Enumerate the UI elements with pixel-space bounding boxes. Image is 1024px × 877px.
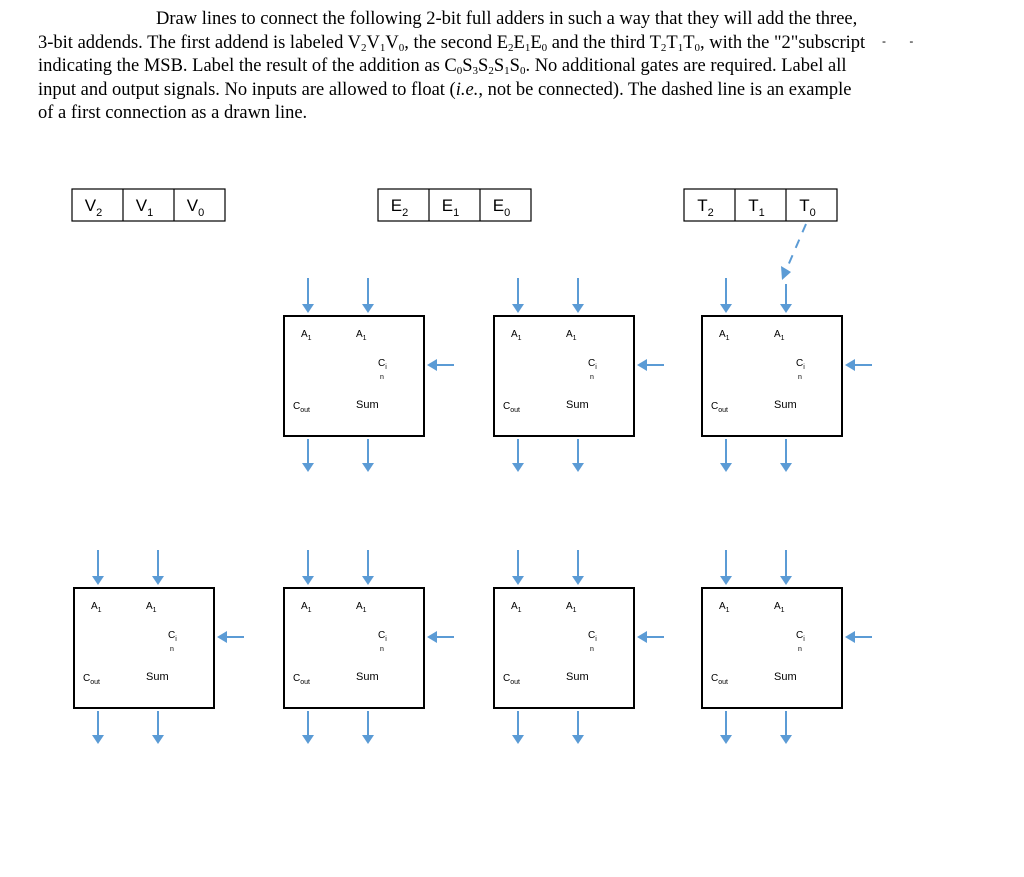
- arrow-head: [427, 359, 437, 371]
- carry-in-label: $C_i$: [796, 358, 805, 372]
- sum-label: Sum: [774, 399, 797, 411]
- instruction-text: T: [683, 32, 695, 53]
- arrow-head: [780, 735, 792, 744]
- subscript-text: 1: [504, 65, 510, 77]
- subscript-text: 1: [677, 41, 684, 54]
- full-adder-2: [494, 316, 634, 436]
- input-arrow-b: [780, 284, 792, 313]
- arrow-head: [302, 304, 314, 313]
- input-arrow-a: [720, 550, 732, 585]
- subscript-text: 1: [524, 41, 531, 54]
- input-a-label: $A_1$: [511, 601, 522, 615]
- arrow-head: [302, 463, 314, 472]
- subscript-text: 0: [541, 41, 548, 54]
- carry-out-arrow: [720, 711, 732, 744]
- dashed-example-connection: [781, 224, 806, 280]
- input-a-label: $A_1$: [774, 601, 785, 615]
- carry-out-arrow: [302, 439, 314, 472]
- sum-arrow: [362, 439, 374, 472]
- arrow-head: [92, 735, 104, 744]
- carry-in-label: $C_i$: [378, 630, 387, 644]
- input-arrow-a: [92, 550, 104, 585]
- input-arrow-a: [512, 550, 524, 585]
- arrow-head: [572, 304, 584, 313]
- carry-in-label: $C_i$: [378, 358, 387, 372]
- carry-out-arrow: [92, 711, 104, 744]
- instruction-text: V: [385, 32, 399, 53]
- instruction-text: E: [530, 32, 542, 53]
- carry-in-arrow: [845, 359, 872, 371]
- subscript-text: 3: [472, 65, 479, 77]
- sum-arrow: [572, 439, 584, 472]
- instruction-text: S: [462, 56, 473, 76]
- dashed-arrow-head: [781, 266, 791, 280]
- arrow-head: [427, 631, 437, 643]
- addend-cell-e1: $E_1$: [441, 196, 460, 219]
- input-arrow-a: [302, 550, 314, 585]
- arrow-head: [362, 304, 374, 313]
- carry-out-label: $C_{out}$: [503, 401, 520, 415]
- carry-in-label-tail: n: [170, 646, 174, 653]
- arrow-head: [572, 576, 584, 585]
- subscript-text: 0: [694, 41, 701, 54]
- instruction-text: , the second E: [404, 32, 509, 53]
- carry-in-arrow: [845, 631, 872, 643]
- sum-label: Sum: [566, 671, 589, 683]
- instruction-text: T: [666, 32, 678, 53]
- input-a-label: $A_1$: [301, 601, 312, 615]
- subscript-text: 2: [660, 41, 667, 54]
- addend-box-v: [72, 189, 225, 221]
- addend-cell-e2: $E_2$: [390, 196, 409, 219]
- input-a-label: $A_1$: [566, 601, 577, 615]
- arrow-head: [720, 576, 732, 585]
- subscript-text: 2: [361, 41, 367, 54]
- input-a-label: $A_1$: [719, 601, 730, 615]
- arrow-head: [512, 576, 524, 585]
- dashed-line: [787, 224, 806, 268]
- carry-in-arrow: [427, 631, 454, 643]
- input-arrow-a: [720, 278, 732, 313]
- addend-box-e: [378, 189, 531, 221]
- arrow-head: [362, 463, 374, 472]
- input-a-label: $A_1$: [356, 601, 367, 615]
- arrow-head: [362, 735, 374, 744]
- sum-label: Sum: [566, 399, 589, 411]
- subscript-text: 0: [456, 65, 463, 77]
- addend-cell-v1: $V_1$: [135, 196, 154, 219]
- input-a-label: $A_1$: [511, 329, 522, 343]
- arrow-head: [302, 576, 314, 585]
- carry-out-label: $C_{out}$: [293, 401, 310, 415]
- instruction-text: , not be connected). The dashed line is an example of a first connection as a drawn line.: [38, 79, 852, 123]
- carry-in-arrow: [217, 631, 244, 643]
- full-adder-4: [74, 588, 214, 708]
- carry-in-label-tail: n: [380, 374, 384, 381]
- arrow-head: [720, 463, 732, 472]
- arrow-head: [572, 463, 584, 472]
- input-arrow-b: [362, 550, 374, 585]
- subscript-text: 2: [488, 65, 494, 77]
- full-adder-6: [494, 588, 634, 708]
- addend-cell-t2: $T_2$: [697, 196, 714, 219]
- input-a-label: $A_1$: [91, 601, 102, 615]
- input-arrow-b: [152, 550, 164, 585]
- carry-in-label-tail: n: [380, 646, 384, 653]
- addend-cell-e0: $E_0$: [492, 196, 511, 219]
- arrow-head: [362, 576, 374, 585]
- carry-out-arrow: [512, 711, 524, 744]
- carry-out-label: $C_{out}$: [293, 673, 310, 687]
- arrow-head: [152, 576, 164, 585]
- arrow-head: [302, 735, 314, 744]
- subscript-text: 0: [519, 65, 526, 77]
- sum-arrow: [152, 711, 164, 744]
- carry-in-label: $C_i$: [168, 630, 177, 644]
- input-a-label: $A_1$: [146, 601, 157, 615]
- arrow-head: [845, 359, 855, 371]
- sum-arrow: [362, 711, 374, 744]
- arrow-head: [637, 359, 647, 371]
- instruction-text: V: [366, 32, 380, 53]
- carry-out-arrow: [302, 711, 314, 744]
- addend-box-t: [684, 189, 837, 221]
- carry-in-label: $C_i$: [588, 630, 597, 644]
- sum-label: Sum: [356, 399, 379, 411]
- input-arrow-a: [512, 278, 524, 313]
- carry-out-label: $C_{out}$: [83, 673, 100, 687]
- arrow-head: [92, 576, 104, 585]
- carry-out-label: $C_{out}$: [711, 673, 728, 687]
- stray-dashes: - -: [882, 34, 924, 48]
- arrow-head: [720, 735, 732, 744]
- input-arrow-b: [572, 550, 584, 585]
- arrow-head: [780, 576, 792, 585]
- input-arrow-b: [572, 278, 584, 313]
- input-a-label: $A_1$: [774, 329, 785, 343]
- input-a-label: $A_1$: [719, 329, 730, 343]
- instruction-text: S: [478, 56, 489, 76]
- arrow-head: [780, 463, 792, 472]
- input-a-label: $A_1$: [566, 329, 577, 343]
- arrow-head: [572, 735, 584, 744]
- carry-in-arrow: [637, 631, 664, 643]
- input-arrow-a: [302, 278, 314, 313]
- carry-out-label: $C_{out}$: [503, 673, 520, 687]
- addend-cell-t0: $T_0$: [799, 196, 816, 219]
- carry-in-label-tail: n: [798, 374, 802, 381]
- addend-cell-v0: $V_0$: [186, 196, 205, 219]
- addend-cell-v2: $V_2$: [84, 196, 103, 219]
- subscript-text: 2: [508, 41, 514, 54]
- instruction-text: i.e.: [455, 79, 479, 100]
- arrow-head: [780, 304, 792, 313]
- instruction-text: S: [493, 56, 505, 76]
- subscript-text: 1: [379, 41, 386, 54]
- carry-out-arrow: [512, 439, 524, 472]
- input-a-label: $A_1$: [301, 329, 312, 343]
- sum-label: Sum: [356, 671, 379, 683]
- input-a-label: $A_1$: [356, 329, 367, 343]
- arrow-head: [845, 631, 855, 643]
- instruction-text: Draw lines to connect the following 2-bit full adders in such a way that they will add the three, 3-bit addends. The first addend is labeled V: [38, 9, 858, 53]
- arrow-head: [152, 735, 164, 744]
- full-adder-5: [284, 588, 424, 708]
- arrow-head: [512, 735, 524, 744]
- sum-label: Sum: [146, 671, 169, 683]
- instruction-text: , with the "2"subscript indicating the MSB. Label the result of the addition as C: [38, 32, 866, 76]
- subscript-text: 0: [398, 41, 405, 54]
- input-arrow-b: [362, 278, 374, 313]
- instruction-text: and the third T: [547, 32, 661, 53]
- instruction-text: . No additional gates are required. Label all input and output signals. No inputs are allowed to float (: [38, 56, 847, 100]
- carry-out-arrow: [720, 439, 732, 472]
- carry-in-arrow: [427, 359, 454, 371]
- arrow-head: [217, 631, 227, 643]
- full-adder-3: [702, 316, 842, 436]
- sum-arrow: [780, 439, 792, 472]
- carry-in-label: $C_i$: [796, 630, 805, 644]
- arrow-head: [512, 304, 524, 313]
- instruction-text: S: [509, 56, 520, 76]
- arrow-head: [720, 304, 732, 313]
- sum-arrow: [780, 711, 792, 744]
- carry-in-label-tail: n: [590, 374, 594, 381]
- addend-cell-t1: $T_1$: [748, 196, 765, 219]
- carry-out-label: $C_{out}$: [711, 401, 728, 415]
- arrow-head: [512, 463, 524, 472]
- carry-in-arrow: [637, 359, 664, 371]
- carry-in-label: $C_i$: [588, 358, 597, 372]
- input-arrow-b: [780, 550, 792, 585]
- sum-label: Sum: [774, 671, 797, 683]
- instruction-text: E: [513, 32, 525, 53]
- full-adder-1: [284, 316, 424, 436]
- sum-arrow: [572, 711, 584, 744]
- arrow-head: [637, 631, 647, 643]
- carry-in-label-tail: n: [590, 646, 594, 653]
- full-adder-7: [702, 588, 842, 708]
- carry-in-label-tail: n: [798, 646, 802, 653]
